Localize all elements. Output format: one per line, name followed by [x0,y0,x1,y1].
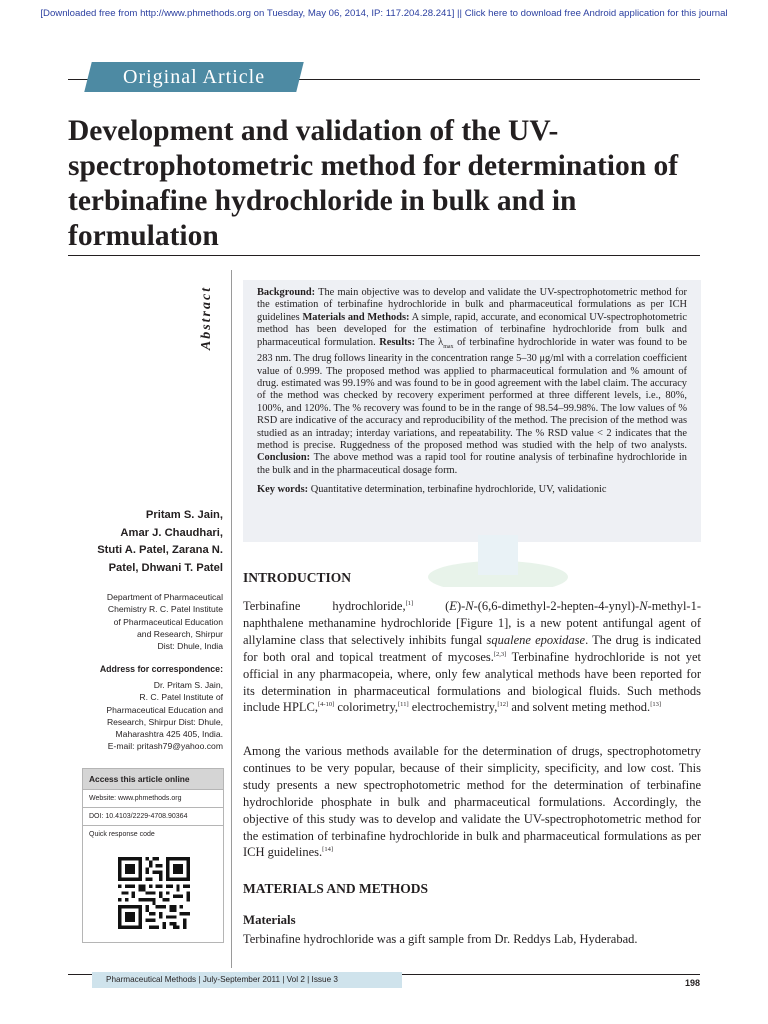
citation-link[interactable]: [2,3] [493,650,507,658]
methods-paragraph-1: Terbinafine hydrochloride was a gift sample from Dr. Reddys Lab, Hyderabad. [243,932,638,946]
download-banner[interactable]: [Downloaded free from http://www.phmethods.org on Tuesday, May 06, 2014, IP: 117.204.28.241] || Click here to download free Android application for this journal [40,8,728,19]
affiliation-line: and Research, Shirpur [137,628,223,639]
article-title: Development and validation of the UV-spectrophotometric method for determination of terbinafine hydrochloride in bulk and in formulation [68,115,679,252]
abstract-conclusion-heading: Conclusion: [257,452,311,464]
abstract-box [243,280,701,542]
affiliation-line: Dist: Dhule, India [157,641,223,652]
text-run: and solvent meting method. [508,700,651,715]
address-line: Maharashtra 425 405, India. [115,729,223,740]
text-run: Among the various methods available for the determination of drugs, spectrophotometry continues to be very popular, because of their simplicity, specificity, and low cost. This study presents a new spectrophotometric method for the determination of terbinafine hydrochloride phosphate in bulk and pharmaceutical formulations. Accordingly, the objective of this study was to develop and validate the UV-spectrophotometric method for the estimation of terbinafine hydrochloride in bulk and pharmaceutical formulations as per ICH guidelines. [243,744,701,860]
text-run: N [465,599,474,613]
abstract-methods: A simple, rapid, accurate, and economical UV-spectrophotometric method has been developed for the estimation of terbinafine hydrochloride from bulk and pharmaceutical formulation. [257,311,687,348]
page-number: 198 [684,978,700,988]
intro-paragraph-1 [243,598,701,716]
website-link[interactable]: Website: www.phmethods.org [83,790,223,808]
abstract-results-heading: Results: [379,336,416,348]
access-heading: Access this article online [83,769,223,790]
text-run: E [449,599,457,613]
address-line: R. C. Patel Institute of [139,692,223,703]
affiliation-line: of Pharmaceutical Education [113,616,223,627]
text-run: -(6,6-dimethyl-2-hepten-4-ynyl)- [473,599,640,613]
abstract-results-lambda: The λ [415,336,444,348]
citation-link[interactable]: [11] [398,701,409,709]
watermark-logo [418,535,578,587]
text-run: -methyl-1-naphthalene methanamine hydrochloride [Figure 1], is a new potent antifungal agent of allylamine class that selectively inhibits fungal [243,599,701,647]
abstract-background: The main objective was to develop and validate the UV-spectrophotometric method for the estimation of terbinafine hydrochloride in bulk and pharmaceutical formulations as per ICH guidelines [257,287,687,323]
qr-label: Quick response code [89,831,155,838]
abstract-results-sub: max [443,343,454,350]
text-run: squalene epoxidase [486,632,586,647]
keywords [257,484,687,496]
author-line: Pritam S. Jain, [145,509,223,521]
abstract-text [257,287,687,477]
text-run: colorimetry, [334,700,399,715]
citation-link[interactable]: [14] [322,846,334,854]
access-online-box [82,768,224,943]
citation-link[interactable]: [13] [650,701,662,709]
abstract-results: of terbinafine hydrochloride in water was found to be 283 nm. The drug follows linearity in the concentration range 5–30 μg/ml with a correlation coefficient value of 0.999. The proposed method was applied to pharmaceutical formulation and % amount of drug. estimated was 99.19% and was found to be in good agreement with the label claim. The accuracy of the method was checked by recovery experiment performed at three different levels, i.e., 80%, 100%, and 120%. The % recovery was found to be in the range of 98.54–99.98%. The low values of % RSD are indicative of the accuracy and reproducibility of the method. The precision of the method was studied as an intraday; interday variations, and repeatability. The % RSD value < 2 indicates that the method is precise. Ruggedness of the proposed method was studied with the help of two analysts. [257,336,687,451]
doi-link[interactable]: DOI: 10.4103/2229-4708.90364 [83,808,223,826]
article-type-badge [84,62,303,92]
abstract-side-label [196,282,218,356]
correspondence-heading: Address for correspondence: [99,664,223,674]
citation-link[interactable]: [4-10] [318,701,335,709]
citation-link[interactable]: [1] [405,599,414,607]
text-run: Terbinafine hydrochloride, [243,599,406,613]
materials-subheading: Materials [243,913,296,927]
address-line: Dr. Pritam S. Jain, [153,680,223,690]
correspondence-address [68,679,223,753]
qr-code-icon[interactable] [118,857,190,929]
text-run: . The drug is indicated for both oral and topical treatment of mycoses. [243,632,701,664]
intro-paragraph-2 [243,743,701,861]
text-run: electrochemistry, [408,700,498,715]
author-line: Amar J. Chaudhari, [120,526,223,539]
title-rule [68,255,700,256]
address-line: Pharmaceutical Education and [106,704,223,715]
article-type-label: Original Article [122,66,266,88]
methods-heading: MATERIALS AND METHODS [243,881,429,896]
text-run: Terbinafine hydrochloride is not yet official in any pharmacopeia, where, only few analytical methods have been reported for its determination in pharmaceutical formulations and biological fluids. Such methods include HPLC, [243,649,701,715]
abstract-conclusion: The above method was a rapid tool for routine analysis of terbinafine hydrochloride in the bulk and in the pharmaceutical dosage form. [257,452,687,476]
affiliation [68,591,223,652]
keywords-text: Quantitative determination, terbinafine hydrochloride, UV, validationic [308,484,607,496]
author-line: Patel, Dhwani T. Patel [108,561,223,574]
footer-journal: Pharmaceutical Methods | July-September 2011 | Vol 2 | Issue 3 [92,972,402,988]
abstract-label-text: Abstract [199,285,214,351]
author-line: Stuti A. Patel, Zarana N. [97,544,223,556]
introduction-heading: INTRODUCTION [243,570,352,585]
author-list [68,507,223,577]
column-divider [231,270,232,968]
abstract-methods-heading: Materials and Methods: [302,311,410,323]
address-line: Research, Shirpur Dist: Dhule, [106,716,223,727]
abstract-background-heading: Background: [257,287,316,298]
affiliation-line: Chemistry R. C. Patel Institute [107,604,223,615]
text-run: )- [456,599,466,613]
text-run: ( [413,599,450,613]
text-run: N [639,599,648,613]
email-link[interactable]: E-mail: pritash79@yahoo.com [107,741,223,752]
affiliation-line: Department of Pharmaceutical [106,592,223,602]
keywords-heading: Key words: [257,484,309,496]
citation-link[interactable]: [12] [497,701,509,709]
